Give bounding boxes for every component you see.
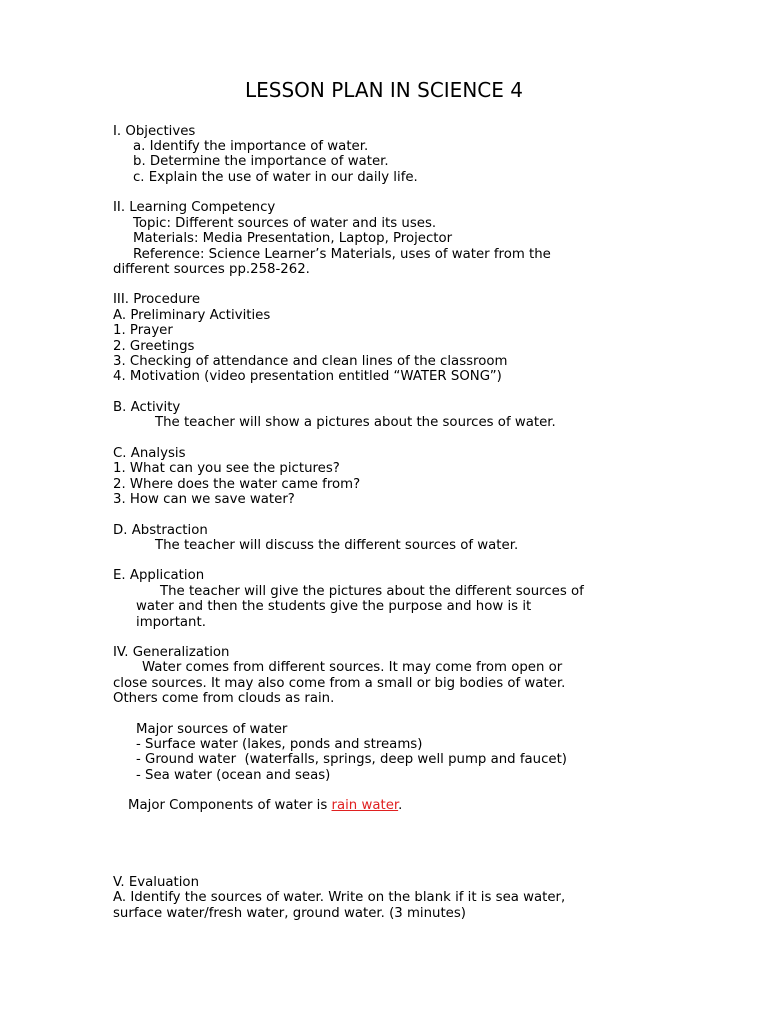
competency-reference: Reference: Science Learner’s Materials, uses of water from the — [133, 247, 551, 262]
sources-heading: Major sources of water — [136, 722, 288, 737]
activity-heading: B. Activity — [113, 400, 181, 415]
objectives-heading: I. Objectives — [113, 124, 196, 139]
objective-item: a. Identify the importance of water. — [133, 139, 369, 154]
components-prefix: Major Components of water is — [128, 798, 332, 813]
activity-text: The teacher will show a pictures about the sources of water. — [155, 415, 556, 430]
application-text: The teacher will give the pictures about the different sources of — [160, 584, 584, 599]
application-heading: E. Application — [113, 568, 205, 583]
abstraction-heading: D. Abstraction — [113, 523, 208, 538]
procedure-step: 3. Checking of attendance and clean lines of the classroom — [113, 354, 508, 369]
source-item: - Ground water (waterfalls, springs, deep well pump and faucet) — [136, 752, 567, 767]
analysis-item: 1. What can you see the pictures? — [113, 461, 340, 476]
source-item: - Sea water (ocean and seas) — [136, 768, 331, 783]
competency-heading: II. Learning Competency — [113, 200, 276, 215]
competency-reference-cont: different sources pp.258-262. — [113, 262, 310, 277]
components-suffix: . — [398, 798, 403, 813]
competency-topic: Topic: Different sources of water and its uses. — [133, 216, 437, 231]
procedure-heading: III. Procedure — [113, 292, 201, 307]
generalization-text: Water comes from different sources. It may come from open or — [142, 660, 563, 675]
generalization-heading: IV. Generalization — [113, 645, 230, 660]
objective-item: c. Explain the use of water in our daily life. — [133, 170, 418, 185]
page-title: LESSON PLAN IN SCIENCE 4 — [245, 78, 523, 102]
procedure-step: 4. Motivation (video presentation entitled “WATER SONG”) — [113, 369, 502, 384]
application-text: water and then the students give the purpose and how is it — [136, 599, 532, 614]
source-item: - Surface water (lakes, ponds and streams) — [136, 737, 423, 752]
objective-item: b. Determine the importance of water. — [133, 154, 389, 169]
generalization-text: Others come from clouds as rain. — [113, 691, 335, 706]
evaluation-text: surface water/fresh water, ground water. (3 minutes) — [113, 906, 466, 921]
analysis-item: 2. Where does the water came from? — [113, 477, 361, 492]
rain-water-link[interactable]: rain water — [331, 798, 399, 813]
procedure-step: 2. Greetings — [113, 339, 195, 354]
competency-materials: Materials: Media Presentation, Laptop, Projector — [133, 231, 453, 246]
components-line — [128, 798, 402, 814]
application-text: important. — [136, 615, 206, 630]
abstraction-text: The teacher will discuss the different sources of water. — [155, 538, 519, 553]
analysis-heading: C. Analysis — [113, 446, 186, 461]
evaluation-text: A. Identify the sources of water. Write on the blank if it is sea water, — [113, 890, 566, 905]
evaluation-heading: V. Evaluation — [113, 875, 199, 890]
analysis-item: 3. How can we save water? — [113, 492, 295, 507]
generalization-text: close sources. It may also come from a small or big bodies of water. — [113, 676, 566, 691]
procedure-step: 1. Prayer — [113, 323, 173, 338]
preliminary-heading: A. Preliminary Activities — [113, 308, 271, 323]
